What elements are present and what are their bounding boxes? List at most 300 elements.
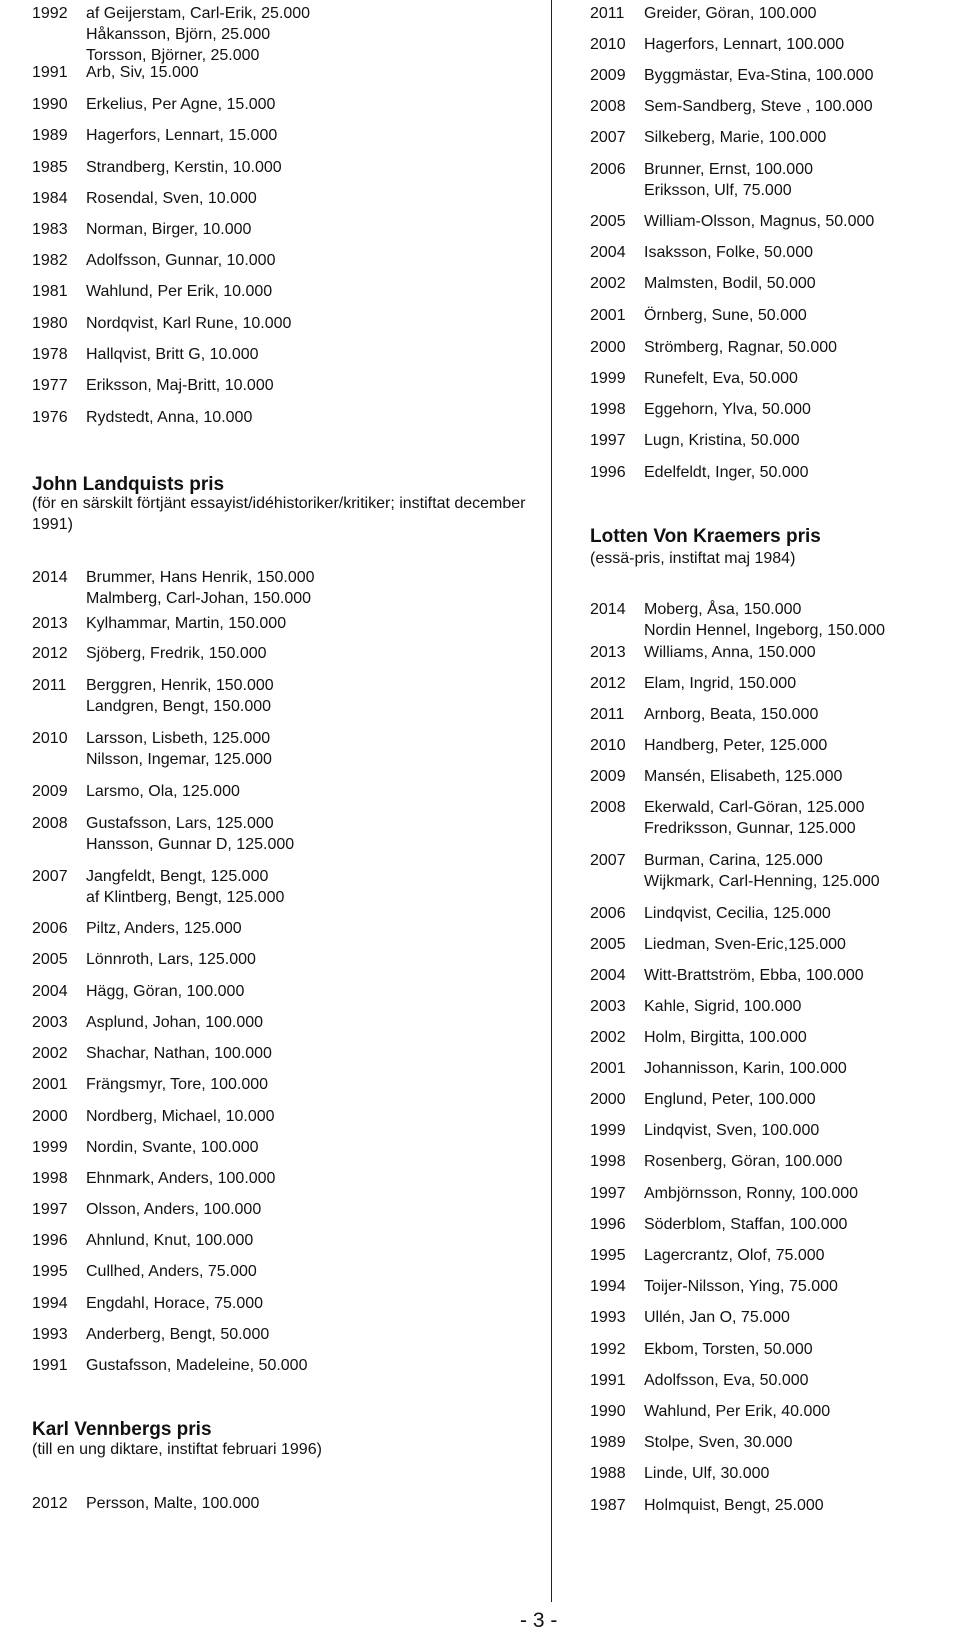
entry-name: Eriksson, Maj-Britt, 10.000 — [86, 377, 274, 394]
entry-name: Larsmo, Ola, 125.000 — [86, 783, 240, 800]
entry-name: Arnborg, Beata, 150.000 — [644, 706, 819, 723]
entry-name: Holmquist, Bengt, 25.000 — [644, 1497, 824, 1514]
entry-name: Gustafsson, Madeleine, 50.000 — [86, 1357, 308, 1374]
entry-year: 1984 — [32, 190, 68, 207]
page-number: - 3 - — [520, 1609, 558, 1632]
entry-year: 2011 — [32, 677, 67, 694]
entry-name: Mansén, Elisabeth, 125.000 — [644, 768, 843, 785]
entry-line — [32, 1043, 542, 1064]
entry-year: 1998 — [590, 401, 626, 418]
entry-name: Englund, Peter, 100.000 — [644, 1091, 816, 1108]
list-item — [32, 3, 542, 66]
entry-name: Engdahl, Horace, 75.000 — [86, 1295, 264, 1312]
list-item — [590, 462, 960, 483]
list-item — [32, 781, 542, 802]
entry-year: 2008 — [590, 98, 626, 115]
list-item — [590, 34, 960, 55]
list-item — [32, 981, 542, 1002]
entry-line — [32, 696, 542, 717]
entry-line — [32, 24, 542, 45]
entry-name: Brunner, Ernst, 100.000 — [644, 161, 813, 178]
entry-name: Nilsson, Ingemar, 125.000 — [86, 751, 272, 768]
entry-line — [32, 749, 542, 770]
list-item — [590, 1183, 960, 1204]
entry-year: 2007 — [32, 868, 68, 885]
entry-name: Strandberg, Kerstin, 10.000 — [86, 159, 282, 176]
entry-name: Anderberg, Bengt, 50.000 — [86, 1326, 270, 1343]
entry-year: 2003 — [590, 998, 626, 1015]
entry-name: Wahlund, Per Erik, 10.000 — [86, 283, 273, 300]
entry-year: 2006 — [590, 905, 626, 922]
entry-name: Berggren, Henrik, 150.000 — [86, 677, 274, 694]
list-item — [590, 673, 960, 694]
entry-year: 1994 — [590, 1278, 626, 1295]
entry-name: Nordin Hennel, Ingeborg, 150.000 — [644, 622, 886, 639]
list-item — [590, 704, 960, 725]
entry-line — [32, 1137, 542, 1158]
list-item — [32, 1106, 542, 1127]
entry-line — [590, 368, 960, 389]
entry-line — [32, 125, 542, 146]
entry-year: 2006 — [32, 920, 68, 937]
entry-line — [32, 375, 542, 396]
list-item — [590, 1120, 960, 1141]
entry-line — [590, 996, 960, 1017]
entry-line — [32, 728, 542, 749]
kraemer-prize-description: (essä-pris, instiftat maj 1984) — [590, 550, 796, 567]
entry-name: Nordin, Svante, 100.000 — [86, 1139, 259, 1156]
entry-name: Nordqvist, Karl Rune, 10.000 — [86, 315, 292, 332]
entry-year: 1996 — [590, 1216, 626, 1233]
entry-line — [590, 180, 960, 201]
entry-name: Stolpe, Sven, 30.000 — [644, 1434, 793, 1451]
entry-line — [32, 813, 542, 834]
list-item — [590, 65, 960, 86]
entry-name: Handberg, Peter, 125.000 — [644, 737, 828, 754]
list-item — [590, 1495, 960, 1516]
entry-name: Hallqvist, Britt G, 10.000 — [86, 346, 259, 363]
entry-line — [590, 766, 960, 787]
list-item — [590, 1089, 960, 1110]
list-item — [590, 797, 960, 839]
entry-name: Gustafsson, Lars, 125.000 — [86, 815, 274, 832]
entry-line — [32, 1324, 542, 1345]
entry-line — [590, 1276, 960, 1297]
entry-line — [590, 965, 960, 986]
entry-name: Eriksson, Ulf, 75.000 — [644, 182, 792, 199]
entry-line — [590, 871, 960, 892]
entry-name: Holm, Birgitta, 100.000 — [644, 1029, 807, 1046]
list-item — [32, 281, 542, 302]
entry-name: Ahnlund, Knut, 100.000 — [86, 1232, 254, 1249]
entry-name: Sem-Sandberg, Steve , 100.000 — [644, 98, 873, 115]
entry-name: Örnberg, Sune, 50.000 — [644, 307, 807, 324]
list-item — [590, 1370, 960, 1391]
entry-name: Adolfsson, Gunnar, 10.000 — [86, 252, 276, 269]
entry-line — [590, 399, 960, 420]
entry-line — [32, 866, 542, 887]
entry-line — [32, 94, 542, 115]
entry-name: Johannisson, Karin, 100.000 — [644, 1060, 847, 1077]
list-item — [590, 337, 960, 358]
list-item — [32, 188, 542, 209]
entry-name: Liedman, Sven-Eric,125.000 — [644, 936, 846, 953]
entry-line — [590, 797, 960, 818]
kraemer-prize-title: Lotten Von Kraemers pris — [590, 526, 821, 547]
entry-year: 1999 — [590, 370, 626, 387]
entry-line — [32, 62, 542, 83]
entry-year: 2009 — [590, 67, 626, 84]
entry-line — [590, 211, 960, 232]
entry-year: 1983 — [32, 221, 68, 238]
entry-name: Adolfsson, Eva, 50.000 — [644, 1372, 809, 1389]
entry-name: Torsson, Björner, 25.000 — [86, 47, 260, 64]
entry-name: Ullén, Jan O, 75.000 — [644, 1309, 790, 1326]
entry-line — [590, 96, 960, 117]
entry-line — [32, 1493, 542, 1514]
list-item — [590, 1276, 960, 1297]
entry-name: Rosendal, Sven, 10.000 — [86, 190, 257, 207]
list-item — [32, 157, 542, 178]
entry-year: 1999 — [590, 1122, 626, 1139]
list-item — [32, 1261, 542, 1282]
entry-name: Malmsten, Bodil, 50.000 — [644, 275, 816, 292]
entry-line — [590, 3, 960, 24]
entry-name: Byggmästar, Eva-Stina, 100.000 — [644, 67, 874, 84]
list-item — [590, 305, 960, 326]
entry-year: 2002 — [590, 1029, 626, 1046]
list-item — [32, 1293, 542, 1314]
list-item — [32, 1043, 542, 1064]
entry-name: Sjöberg, Fredrik, 150.000 — [86, 645, 267, 662]
entry-year: 1985 — [32, 159, 68, 176]
entry-line — [590, 1183, 960, 1204]
entry-year: 1996 — [32, 1232, 68, 1249]
list-item — [32, 125, 542, 146]
list-item — [590, 159, 960, 201]
list-item — [32, 1493, 542, 1514]
entry-year: 2013 — [32, 615, 68, 632]
entry-year: 1980 — [32, 315, 68, 332]
entry-line — [590, 1495, 960, 1516]
list-item — [32, 675, 542, 717]
entry-year: 2008 — [32, 815, 68, 832]
entry-line — [590, 242, 960, 263]
entry-line — [32, 918, 542, 939]
entry-year: 2001 — [590, 307, 626, 324]
list-item — [590, 96, 960, 117]
list-item — [32, 949, 542, 970]
entry-name: Elam, Ingrid, 150.000 — [644, 675, 797, 692]
entry-name: Persson, Malte, 100.000 — [86, 1495, 260, 1512]
entry-line — [590, 1370, 960, 1391]
list-item — [590, 242, 960, 263]
entry-year: 1995 — [590, 1247, 626, 1264]
list-item — [590, 1027, 960, 1048]
list-item — [590, 766, 960, 787]
entry-name: Frängsmyr, Tore, 100.000 — [86, 1076, 269, 1093]
entry-line — [32, 613, 542, 634]
entry-year: 1991 — [32, 1357, 68, 1374]
entry-line — [590, 34, 960, 55]
entry-line — [590, 934, 960, 955]
entry-line — [590, 1120, 960, 1141]
entry-line — [32, 1168, 542, 1189]
entry-year: 1989 — [32, 127, 68, 144]
entry-line — [590, 1339, 960, 1360]
entry-name: Hagerfors, Lennart, 15.000 — [86, 127, 278, 144]
entry-name: Ekerwald, Carl-Göran, 125.000 — [644, 799, 865, 816]
entry-year: 1982 — [32, 252, 68, 269]
entry-year: 1992 — [590, 1341, 626, 1358]
entry-line — [590, 1027, 960, 1048]
entry-year: 2014 — [32, 569, 68, 586]
entry-name: Jangfeldt, Bengt, 125.000 — [86, 868, 269, 885]
list-item — [590, 850, 960, 892]
entry-year: 2000 — [590, 1091, 626, 1108]
entry-name: Strömberg, Ragnar, 50.000 — [644, 339, 838, 356]
entry-year: 2013 — [590, 644, 626, 661]
list-item — [590, 1307, 960, 1328]
list-item — [32, 567, 542, 609]
entry-line — [590, 305, 960, 326]
list-item — [32, 407, 542, 428]
entry-year: 2010 — [32, 730, 68, 747]
entry-year: 1993 — [32, 1326, 68, 1343]
entry-name: Brummer, Hans Henrik, 150.000 — [86, 569, 315, 586]
entry-line — [590, 599, 960, 620]
entry-line — [590, 127, 960, 148]
entry-year: 2004 — [590, 244, 626, 261]
entry-name: Ekbom, Torsten, 50.000 — [644, 1341, 813, 1358]
list-item — [590, 1463, 960, 1484]
list-item — [32, 1355, 542, 1376]
entry-name: Shachar, Nathan, 100.000 — [86, 1045, 272, 1062]
entry-line — [32, 981, 542, 1002]
entry-year: 1988 — [590, 1465, 626, 1482]
list-item — [590, 1058, 960, 1079]
entry-year: 2005 — [32, 951, 68, 968]
entry-name: Norman, Birger, 10.000 — [86, 221, 252, 238]
entry-year: 2007 — [590, 129, 626, 146]
entry-line — [590, 903, 960, 924]
list-item — [590, 1401, 960, 1422]
list-item — [32, 1074, 542, 1095]
entry-name: Ehnmark, Anders, 100.000 — [86, 1170, 276, 1187]
entry-name: Wijkmark, Carl-Henning, 125.000 — [644, 873, 880, 890]
entry-year: 2001 — [590, 1060, 626, 1077]
list-item — [590, 735, 960, 756]
entry-name: Greider, Göran, 100.000 — [644, 5, 817, 22]
entry-year: 2014 — [590, 601, 626, 618]
entry-year: 2012 — [32, 645, 68, 662]
entry-line — [32, 1074, 542, 1095]
entry-line — [590, 673, 960, 694]
entry-year: 2010 — [590, 737, 626, 754]
entry-line — [32, 157, 542, 178]
entry-year: 2002 — [590, 275, 626, 292]
entry-line — [590, 620, 960, 641]
list-item — [590, 1245, 960, 1266]
entry-year: 2006 — [590, 161, 626, 178]
list-item — [32, 1199, 542, 1220]
entry-line — [32, 567, 542, 588]
entry-year: 2007 — [590, 852, 626, 869]
list-item — [32, 866, 542, 908]
entry-line — [590, 642, 960, 663]
entry-year: 1990 — [32, 96, 68, 113]
entry-line — [32, 1012, 542, 1033]
entry-line — [590, 850, 960, 871]
entry-name: Söderblom, Staffan, 100.000 — [644, 1216, 848, 1233]
entry-line — [590, 337, 960, 358]
entry-name: Lugn, Kristina, 50.000 — [644, 432, 800, 449]
entry-name: Asplund, Johan, 100.000 — [86, 1014, 264, 1031]
entry-name: Burman, Carina, 125.000 — [644, 852, 823, 869]
entry-line — [32, 1293, 542, 1314]
entry-name: Hansson, Gunnar D, 125.000 — [86, 836, 295, 853]
list-item — [32, 1012, 542, 1033]
entry-line — [32, 1261, 542, 1282]
list-item — [32, 728, 542, 770]
entry-name: Lönnroth, Lars, 125.000 — [86, 951, 256, 968]
entry-line — [32, 313, 542, 334]
entry-name: Erkelius, Per Agne, 15.000 — [86, 96, 276, 113]
list-item — [590, 127, 960, 148]
entry-name: Eggehorn, Ylva, 50.000 — [644, 401, 811, 418]
entry-year: 2004 — [590, 967, 626, 984]
entry-year: 1994 — [32, 1295, 68, 1312]
entry-line — [32, 250, 542, 271]
list-item — [32, 94, 542, 115]
list-item — [590, 368, 960, 389]
entry-name: Lagercrantz, Olof, 75.000 — [644, 1247, 825, 1264]
entry-year: 2010 — [590, 36, 626, 53]
entry-year: 1999 — [32, 1139, 68, 1156]
entry-name: Rosenberg, Göran, 100.000 — [644, 1153, 843, 1170]
entry-name: Toijer-Nilsson, Ying, 75.000 — [644, 1278, 838, 1295]
entry-year: 1998 — [590, 1153, 626, 1170]
list-item — [32, 643, 542, 664]
entry-line — [590, 1432, 960, 1453]
entry-name: af Geijerstam, Carl-Erik, 25.000 — [86, 5, 311, 22]
list-item — [590, 642, 960, 663]
entry-name: Linde, Ulf, 30.000 — [644, 1465, 770, 1482]
entry-year: 1976 — [32, 409, 68, 426]
entry-year: 2009 — [590, 768, 626, 785]
entry-line — [32, 344, 542, 365]
entry-year: 1989 — [590, 1434, 626, 1451]
entry-line — [32, 188, 542, 209]
entry-name: Ambjörnsson, Ronny, 100.000 — [644, 1185, 859, 1202]
entry-year: 2011 — [590, 5, 625, 22]
entry-year: 1997 — [590, 432, 626, 449]
entry-year: 2003 — [32, 1014, 68, 1031]
list-item — [590, 965, 960, 986]
entry-line — [590, 735, 960, 756]
entry-line — [590, 462, 960, 483]
entry-year: 1981 — [32, 283, 68, 300]
entry-name: Silkeberg, Marie, 100.000 — [644, 129, 827, 146]
column-divider — [551, 0, 552, 1602]
entry-name: Edelfeldt, Inger, 50.000 — [644, 464, 809, 481]
list-item — [32, 344, 542, 365]
list-item — [32, 250, 542, 271]
entry-year: 1993 — [590, 1309, 626, 1326]
list-item — [32, 219, 542, 240]
entry-line — [590, 818, 960, 839]
entry-name: Cullhed, Anders, 75.000 — [86, 1263, 257, 1280]
entry-year: 2005 — [590, 936, 626, 953]
entry-line — [32, 1230, 542, 1251]
entry-line — [590, 1401, 960, 1422]
entry-name: Wahlund, Per Erik, 40.000 — [644, 1403, 831, 1420]
vennberg-prize-description: (till en ung diktare, instiftat februari 1996) — [32, 1441, 322, 1458]
entry-name: Arb, Siv, 15.000 — [86, 64, 199, 81]
list-item — [590, 903, 960, 924]
entry-line — [590, 1151, 960, 1172]
entry-line — [32, 1106, 542, 1127]
list-item — [590, 1214, 960, 1235]
entry-name: Kahle, Sigrid, 100.000 — [644, 998, 802, 1015]
entry-line — [32, 1199, 542, 1220]
entry-year: 1991 — [32, 64, 68, 81]
entry-name: Malmberg, Carl-Johan, 150.000 — [86, 590, 312, 607]
entry-name: Olsson, Anders, 100.000 — [86, 1201, 262, 1218]
entry-year: 1990 — [590, 1403, 626, 1420]
entry-line — [32, 949, 542, 970]
entry-line — [32, 281, 542, 302]
list-item — [590, 211, 960, 232]
entry-name: Hägg, Göran, 100.000 — [86, 983, 245, 1000]
entry-year: 1996 — [590, 464, 626, 481]
entry-line — [590, 159, 960, 180]
list-item — [590, 1339, 960, 1360]
entry-year: 2008 — [590, 799, 626, 816]
list-item — [590, 1151, 960, 1172]
list-item — [590, 996, 960, 1017]
entry-name: af Klintberg, Bengt, 125.000 — [86, 889, 285, 906]
entry-line — [32, 1355, 542, 1376]
entry-line — [590, 430, 960, 451]
entry-year: 2011 — [590, 706, 625, 723]
list-item — [32, 62, 542, 83]
entry-name: Rydstedt, Anna, 10.000 — [86, 409, 253, 426]
vennberg-prize-title: Karl Vennbergs pris — [32, 1419, 212, 1440]
entry-name: Moberg, Åsa, 150.000 — [644, 601, 802, 618]
entry-line — [32, 675, 542, 696]
list-item — [590, 273, 960, 294]
entry-year: 1995 — [32, 1263, 68, 1280]
entry-line — [590, 1214, 960, 1235]
entry-line — [32, 407, 542, 428]
entry-year: 1998 — [32, 1170, 68, 1187]
list-item — [32, 1137, 542, 1158]
entry-year: 1987 — [590, 1497, 626, 1514]
entry-name: Hagerfors, Lennart, 100.000 — [644, 36, 845, 53]
entry-line — [590, 1245, 960, 1266]
entry-line — [32, 3, 542, 24]
entry-name: Witt-Brattström, Ebba, 100.000 — [644, 967, 864, 984]
list-item — [590, 934, 960, 955]
entry-name: Lindqvist, Cecilia, 125.000 — [644, 905, 831, 922]
entry-name: Isaksson, Folke, 50.000 — [644, 244, 813, 261]
entry-name: Fredriksson, Gunnar, 125.000 — [644, 820, 856, 837]
entry-name: Runefelt, Eva, 50.000 — [644, 370, 798, 387]
entry-line — [590, 704, 960, 725]
entry-name: Nordberg, Michael, 10.000 — [86, 1108, 275, 1125]
entry-year: 1992 — [32, 5, 68, 22]
